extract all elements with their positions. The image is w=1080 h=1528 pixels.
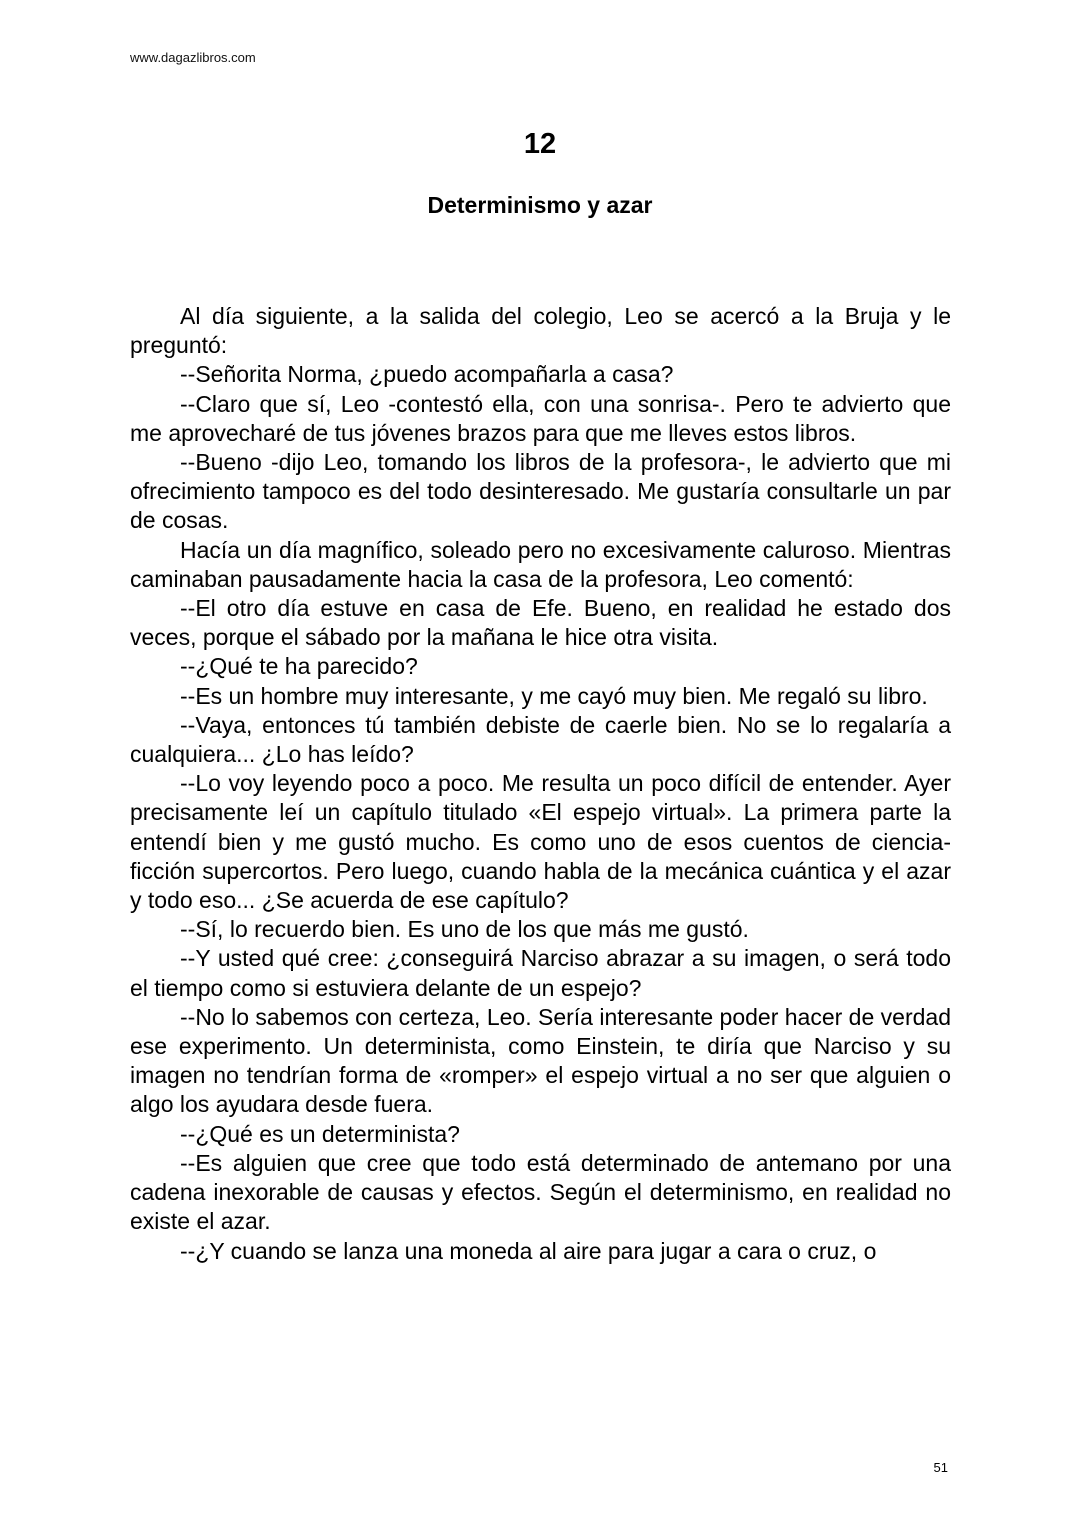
paragraph: --Bueno -dijo Leo, tomando los libros de la profesora-, le advierto que mi ofrecimiento tampoco es del todo desinteresado. Me gustaría consultarle un par de cosas. (130, 449, 951, 534)
paragraph: --¿Qué es un determinista? (180, 1120, 460, 1147)
site-url: www.dagazlibros.com (130, 50, 256, 65)
paragraph: Hacía un día magnífico, soleado pero no excesivamente caluroso. Mientras caminaban pausadamente hacia la casa de la profesora, Leo comentó: (130, 536, 951, 592)
paragraph: --Claro que sí, Leo -contestó ella, con una sonrisa-. Pero te advierto que me aprovecharé de tus jóvenes brazos para que me lleves estos libros. (130, 390, 951, 446)
paragraph: --¿Qué te ha parecido? (180, 653, 418, 680)
paragraph: --No lo sabemos con certeza, Leo. Sería interesante poder hacer de verdad ese experimento. Un determinista, como Einstein, te diría que Narciso y su imagen no tendrían forma de «romper» el espejo virtual a no ser que alguien o algo los ayudara desde fuera. (130, 1003, 951, 1118)
paragraph: --Vaya, entonces tú también debiste de caerle bien. No se lo regalaría a cualquiera... ¿Lo has leído? (130, 711, 951, 768)
paragraph: --Lo voy leyendo poco a poco. Me resulta un poco difícil de entender. Ayer precisamente leí un capítulo titulado «El espejo virtual». La primera parte la entendí bien y me gustó mucho. Es como uno de esos cuentos de ciencia-ficción supercortos. Pero luego, cuando habla de la mecánica cuántica y el azar y todo eso... ¿Se acuerda de ese capítulo? (130, 770, 951, 914)
paragraph: --Es un hombre muy interesante, y me cayó muy bien. Me regaló su libro. (180, 682, 928, 709)
chapter-number: 12 (523, 128, 557, 160)
paragraph: --El otro día estuve en casa de Efe. Bueno, en realidad he estado dos veces, porque el sábado por la mañana le hice otra visita. (130, 595, 951, 651)
chapter-title: Determinismo y azar (427, 192, 653, 218)
paragraph: --Señorita Norma, ¿puedo acompañarla a casa? (180, 361, 674, 388)
paragraph: --Es alguien que cree que todo está determinado de antemano por una cadena inexorable de causas y efectos. Según el determinismo, en realidad no existe el azar. (130, 1149, 951, 1235)
paragraph: --¿Y cuando se lanza una moneda al aire para jugar a cara o cruz, o (180, 1237, 877, 1264)
paragraph: --Sí, lo recuerdo bien. Es uno de los que más me gustó. (180, 916, 749, 943)
page-number: 51 (933, 1460, 948, 1475)
chapter-body (130, 302, 951, 1266)
paragraph: --Y usted qué cree: ¿conseguirá Narciso abrazar a su imagen, o será todo el tiempo como si estuviera delante de un espejo? (130, 945, 951, 1001)
paragraph: Al día siguiente, a la salida del colegio, Leo se acercó a la Bruja y le preguntó: (130, 303, 951, 359)
